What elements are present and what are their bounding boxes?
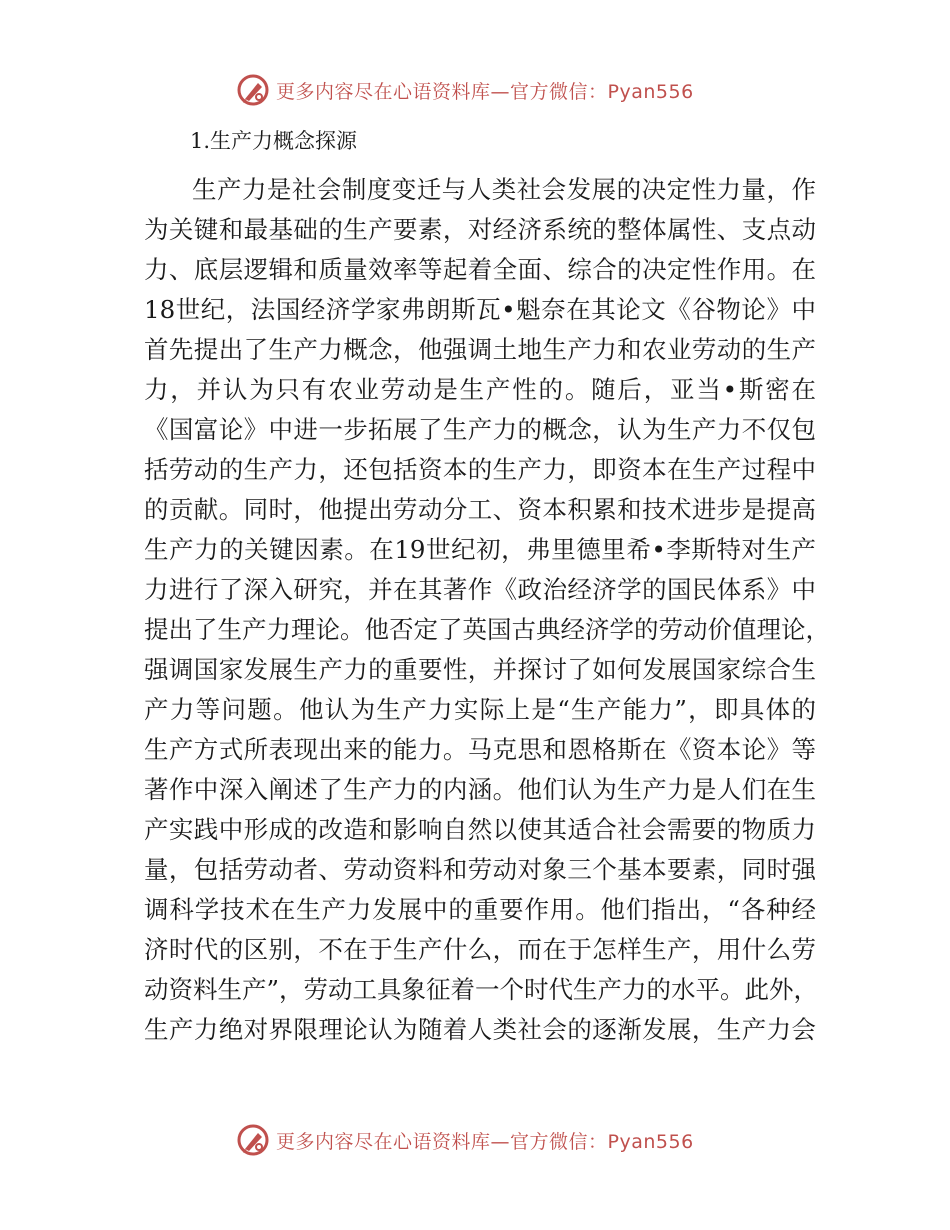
text-line: 提出了生产力理论。他否定了英国古典经济学的劳动价值理论， <box>144 615 830 644</box>
text-line: 调科学技术在生产力发展中的重要作用。他们指出，“各种经 <box>144 895 816 924</box>
section-heading: 1.生产力概念探源 <box>190 129 358 153</box>
text-line: 18世纪，法国经济学家弗朗斯瓦•魁奈在其论文《谷物论》中 <box>144 295 816 324</box>
text-line: 《国富论》中进一步拓展了生产力的概念，认为生产力不仅包 <box>144 415 816 444</box>
text-line: 力，并认为只有农业劳动是生产性的。随后，亚当•斯密在 <box>144 375 816 404</box>
text-line: 括劳动的生产力，还包括资本的生产力，即资本在生产过程中 <box>144 455 816 484</box>
text-line: 生产力绝对界限理论认为随着人类社会的逐渐发展，生产力会 <box>144 1015 816 1044</box>
text-line: 动资料生产”，劳动工具象征着一个时代生产力的水平。此外， <box>144 975 819 1004</box>
text-line: 量，包括劳动者、劳动资料和劳动对象三个基本要素，同时强 <box>144 855 816 884</box>
text-line: 力进行了深入研究，并在其著作《政治经济学的国民体系》中 <box>144 575 816 604</box>
watermark-text: 更多内容尽在心语资料库—官方微信：Pyan556 <box>276 80 694 103</box>
text-line: 产力等问题。他认为生产力实际上是“生产能力”，即具体的 <box>144 695 816 724</box>
text-line: 强调国家发展生产力的重要性，并探讨了如何发展国家综合生 <box>144 655 816 684</box>
header-watermark <box>236 72 694 108</box>
footer-watermark <box>236 1122 694 1158</box>
watermark-text: 更多内容尽在心语资料库—官方微信：Pyan556 <box>276 1130 694 1153</box>
text-line: 产实践中形成的改造和影响自然以使其适合社会需要的物质力 <box>144 815 816 844</box>
pen-logo-icon <box>236 73 270 107</box>
body-paragraph <box>144 170 830 1050</box>
text-line: 力、底层逻辑和质量效率等起着全面、综合的决定性作用。在 <box>144 255 816 284</box>
pen-logo-icon <box>236 1123 270 1157</box>
text-line: 著作中深入阐述了生产力的内涵。他们认为生产力是人们在生 <box>144 775 816 804</box>
text-line: 济时代的区别，不在于生产什么，而在于怎样生产，用什么劳 <box>144 935 816 964</box>
text-line: 为关键和最基础的生产要素，对经济系统的整体属性、支点动 <box>144 215 816 244</box>
text-line: 生产方式所表现出来的能力。马克思和恩格斯在《资本论》等 <box>144 735 816 764</box>
text-line: 生产力是社会制度变迁与人类社会发展的决定性力量，作 <box>192 175 816 204</box>
text-line: 生产力的关键因素。在19世纪初，弗里德里希•李斯特对生产 <box>144 535 816 564</box>
text-line: 的贡献。同时，他提出劳动分工、资本积累和技术进步是提高 <box>144 495 816 524</box>
text-line: 首先提出了生产力概念，他强调土地生产力和农业劳动的生产 <box>144 335 816 364</box>
